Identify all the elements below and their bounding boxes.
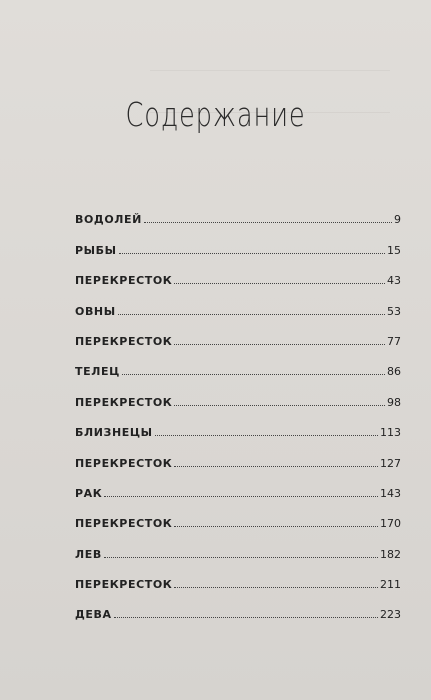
toc-entry-page: 53 — [387, 304, 401, 318]
toc-entry[interactable] — [75, 530, 401, 560]
dot-leader — [119, 253, 385, 254]
toc-entry-label: БЛИЗНЕЦЫ — [75, 426, 153, 440]
dot-leader — [174, 466, 378, 467]
toc-entry-page: 143 — [380, 486, 401, 500]
toc-entry-label: ПЕРЕКРЕСТОК — [75, 456, 173, 470]
dot-leader — [118, 314, 385, 315]
toc-entry-label: ПЕРЕКРЕСТОК — [75, 334, 173, 348]
toc-entry-page: 170 — [380, 517, 401, 531]
bleed-through-line — [150, 70, 390, 77]
dot-leader — [122, 374, 385, 375]
dot-leader — [155, 435, 378, 436]
toc-entry-page: 113 — [380, 426, 401, 440]
toc-entry[interactable] — [75, 591, 401, 621]
dot-leader — [174, 344, 385, 345]
toc-entry-page: 211 — [380, 578, 401, 592]
toc-entry-label: ПЕРЕКРЕСТОК — [75, 395, 173, 409]
toc-entry[interactable] — [75, 561, 401, 591]
toc-entry[interactable] — [75, 378, 401, 408]
toc-entry-label: ПЕРЕКРЕСТОК — [75, 517, 173, 531]
toc-entry[interactable] — [75, 226, 401, 256]
table-of-contents — [75, 196, 401, 621]
toc-entry-label: ТЕЛЕЦ — [75, 365, 120, 379]
toc-entry[interactable] — [75, 439, 401, 469]
toc-entry-label: ДЕВА — [75, 608, 112, 622]
toc-entry-page: 127 — [380, 456, 401, 470]
toc-entry-page: 86 — [387, 365, 401, 379]
toc-entry[interactable] — [75, 409, 401, 439]
dot-leader — [174, 587, 378, 588]
page-title: Содержание — [125, 95, 306, 134]
toc-entry-page: 182 — [380, 547, 401, 561]
toc-entry[interactable] — [75, 257, 401, 287]
toc-entry-label: ПЕРЕКРЕСТОК — [75, 274, 173, 288]
dot-leader — [174, 405, 385, 406]
toc-entry-page: 223 — [380, 608, 401, 622]
toc-entry-label: ПЕРЕКРЕСТОК — [75, 578, 173, 592]
dot-leader — [114, 617, 378, 618]
toc-entry-page: 9 — [394, 213, 401, 227]
toc-entry[interactable] — [75, 348, 401, 378]
toc-entry-label: ВОДОЛЕЙ — [75, 213, 142, 227]
dot-leader — [104, 496, 378, 497]
toc-entry[interactable] — [75, 500, 401, 530]
toc-entry-label: ЛЕВ — [75, 547, 102, 561]
toc-entry-page: 98 — [387, 395, 401, 409]
dot-leader — [104, 557, 378, 558]
toc-entry-label: РЫБЫ — [75, 243, 117, 257]
toc-entry-label: РАК — [75, 486, 103, 500]
toc-entry-page: 15 — [387, 243, 401, 257]
dot-leader — [174, 283, 385, 284]
toc-entry-label: ОВНЫ — [75, 304, 116, 318]
dot-leader — [144, 222, 392, 223]
toc-entry-page: 43 — [387, 274, 401, 288]
toc-entry[interactable] — [75, 196, 401, 226]
toc-entry-page: 77 — [387, 334, 401, 348]
toc-entry[interactable] — [75, 318, 401, 348]
toc-entry[interactable] — [75, 470, 401, 500]
toc-entry[interactable] — [75, 287, 401, 317]
dot-leader — [174, 526, 378, 527]
